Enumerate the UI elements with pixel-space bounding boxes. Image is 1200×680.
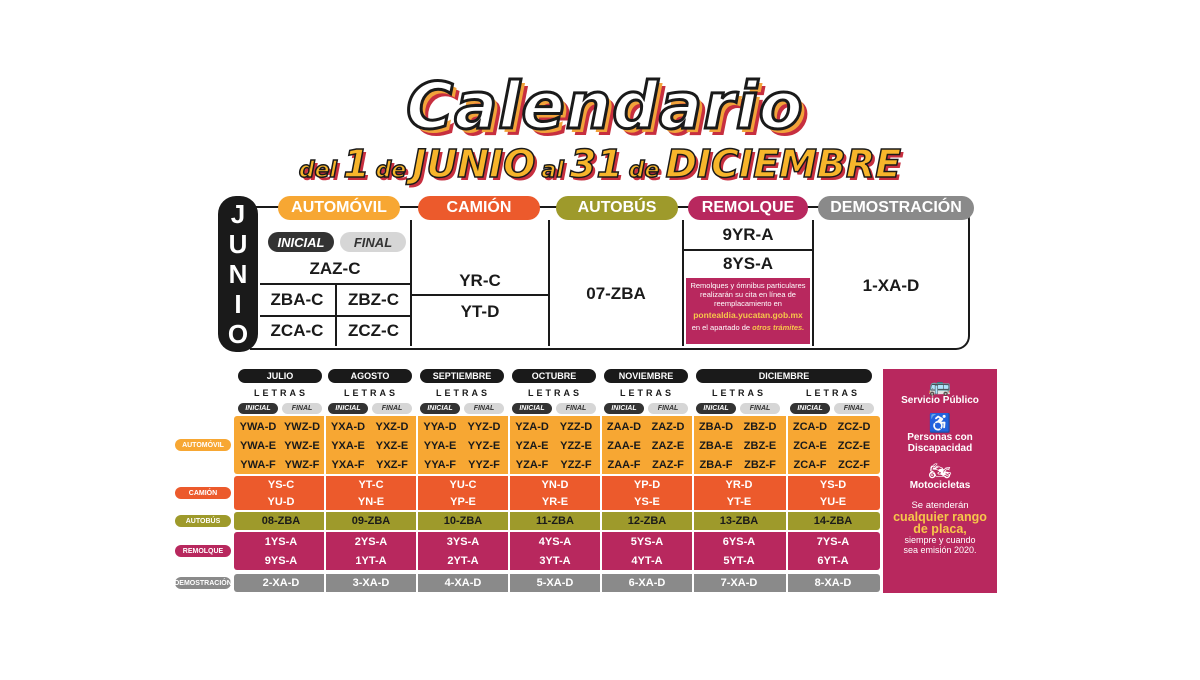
category-automovil: AUTOMÓVIL [278, 196, 400, 220]
motorcycle-icon: 🏍 [928, 461, 952, 481]
automovil-cell: ZCA-E [793, 439, 827, 452]
automovil-cell: ZCZ-D [837, 420, 871, 433]
automovil-cell: YXA-F [331, 458, 365, 471]
remolque-cell: 2YS-A [354, 535, 388, 548]
letras-label: LETRAS [528, 388, 582, 398]
automovil-cell: ZBA-F [699, 458, 733, 471]
camion-cell: YN-E [357, 496, 385, 508]
automovil-cell: YWZ-F [284, 458, 320, 471]
wheelchair-icon: ♿ [928, 413, 952, 433]
month-header: JULIO [238, 369, 322, 383]
automovil-cell: YXZ-F [376, 458, 408, 471]
june-remolque-cell: 9YR-A [722, 225, 774, 244]
camion-cell: YR-D [725, 479, 753, 491]
inicial-tag: INICIAL [328, 403, 368, 414]
inicial-tag: INICIAL [420, 403, 460, 414]
june-divider [412, 294, 548, 296]
camion-cell: YT-C [358, 479, 384, 491]
automovil-cell: YXZ-E [375, 439, 409, 452]
automovil-cell: ZAZ-F [652, 458, 684, 471]
row-label: AUTOMÓVIL [175, 439, 231, 451]
letras-label: LETRAS [620, 388, 674, 398]
letras-label: LETRAS [436, 388, 490, 398]
automovil-cell: ZAA-F [607, 458, 641, 471]
month-header: SEPTIEMBRE [420, 369, 504, 383]
subtitle-day-end: 31 [569, 142, 623, 186]
automovil-cell: ZCA-D [792, 420, 828, 433]
sidebar-note-pre: Se atenderán [911, 500, 969, 511]
remolque-cell: 5YT-A [723, 554, 755, 567]
june-letter: J [230, 199, 246, 229]
automovil-cell: YYZ-F [468, 458, 500, 471]
automovil-cell: ZBZ-D [743, 420, 777, 433]
camion-cell: YR-E [541, 496, 569, 508]
camion-cell: YP-E [450, 496, 476, 508]
inicial-tag: INICIAL [604, 403, 644, 414]
automovil-cell: ZCZ-E [837, 439, 871, 452]
june-autobus-cell: 07-ZBA [586, 284, 646, 303]
category-camion: CAMIÓN [418, 196, 540, 220]
row-label: CAMIÓN [175, 487, 231, 499]
june-automovil-cell: ZCZ-C [348, 321, 399, 340]
remolque-cell: 5YS-A [630, 535, 664, 548]
page-title: Calendario [406, 70, 804, 144]
category-remolque: REMOLQUE [688, 196, 808, 220]
remolque-cell: 3YS-A [446, 535, 480, 548]
remolque-cell: 9YS-A [264, 554, 298, 567]
subtitle-al: al [541, 158, 564, 183]
camion-cell: YT-E [726, 496, 752, 508]
month-header: OCTUBRE [512, 369, 596, 383]
autobus-cell: 11-ZBA [536, 515, 574, 527]
automovil-cell: YZA-E [515, 439, 549, 452]
subtitle-de-1: de [375, 158, 407, 183]
demostracion-cell: 4-XA-D [444, 577, 482, 589]
inicial-tag: INICIAL [696, 403, 736, 414]
automovil-cell: ZAZ-D [651, 420, 685, 433]
camion-cell: YU-D [267, 496, 295, 508]
automovil-cell: ZAZ-E [651, 439, 685, 452]
demostracion-cell: 2-XA-D [262, 577, 300, 589]
automovil-cell: ZBA-D [698, 420, 734, 433]
camion-cell: YU-C [449, 479, 477, 491]
automovil-cell: YWZ-E [284, 439, 320, 452]
letras-label: LETRAS [712, 388, 766, 398]
demostracion-cell: 6-XA-D [628, 577, 666, 589]
remolque-cell: 7YS-A [816, 535, 850, 548]
remolque-note-text: Remolques y ómnibus particulares realizarán su cita en línea de reemplacamiento en [690, 281, 806, 308]
camion-cell: YN-D [541, 479, 569, 491]
inicial-tag: INICIAL [238, 403, 278, 414]
remolque-note-url[interactable]: pontealdia.yucatan.gob.mx [693, 310, 803, 320]
automovil-cell: YZZ-F [560, 458, 592, 471]
june-automovil-top: ZAZ-C [309, 259, 361, 278]
autobus-cell: 10-ZBA [443, 515, 483, 527]
bus-icon: 🚌 [928, 376, 952, 396]
row-label: AUTOBÚS [175, 515, 231, 527]
automovil-cell: ZBZ-E [743, 439, 777, 452]
autobus-cell: 09-ZBA [351, 515, 391, 527]
camion-cell: YS-C [267, 479, 295, 491]
subtitle-del: del [298, 158, 338, 183]
autobus-cell: 13-ZBA [719, 515, 759, 527]
automovil-cell: YWZ-D [283, 420, 321, 433]
month-header: NOVIEMBRE [604, 369, 688, 383]
june-letter: N [228, 259, 248, 289]
autobus-cell: 14-ZBA [813, 515, 853, 527]
subtitle-de-2: de [628, 158, 660, 183]
month-header: AGOSTO [328, 369, 412, 383]
row-label: REMOLQUE [175, 545, 231, 557]
camion-cell: YP-D [633, 479, 661, 491]
remolque-cell: 4YS-A [538, 535, 572, 548]
automovil-cell: YZA-D [515, 420, 549, 433]
june-camion-cell: YT-D [460, 302, 500, 321]
category-autobus: AUTOBÚS [556, 196, 678, 220]
row-label: DEMOSTRACIÓN [175, 577, 231, 589]
final-tag: FINAL [372, 403, 412, 414]
final-tag: FINAL [648, 403, 688, 414]
letras-label: LETRAS [806, 388, 860, 398]
sidebar-item-label: Personas con Discapacidad [907, 432, 973, 454]
demostracion-cell: 8-XA-D [814, 577, 852, 589]
camion-cell: YS-D [819, 479, 847, 491]
final-tag: FINAL [282, 403, 322, 414]
subtitle-day-start: 1 [343, 142, 370, 186]
june-demostracion-cell: 1-XA-D [862, 276, 920, 295]
automovil-cell: YZA-F [515, 458, 549, 471]
subtitle-month-start: JUNIO [412, 142, 536, 186]
category-demostracion: DEMOSTRACIÓN [818, 196, 974, 220]
june-month-bar [218, 196, 258, 352]
automovil-cell: YZZ-E [560, 439, 592, 452]
inicial-tag: INICIAL [268, 232, 334, 252]
autobus-cell: 08-ZBA [261, 515, 301, 527]
camion-cell: YU-E [819, 496, 847, 508]
automovil-cell: YYA-D [423, 420, 457, 433]
final-tag: FINAL [834, 403, 874, 414]
final-tag: FINAL [740, 403, 780, 414]
remolque-cell: 6YS-A [722, 535, 756, 548]
june-letter: I [234, 289, 242, 319]
june-camion-cell: YR-C [459, 271, 501, 290]
remolque-cell: 2YT-A [447, 554, 479, 567]
automovil-cell: YWA-E [239, 439, 277, 452]
inicial-tag: INICIAL [790, 403, 830, 414]
automovil-cell: ZBZ-F [744, 458, 776, 471]
remolque-cell: 4YT-A [631, 554, 663, 567]
june-letter: U [228, 229, 248, 259]
sidebar-note-post: siempre y cuando sea emisión 2020. [903, 535, 977, 555]
final-tag: FINAL [556, 403, 596, 414]
automovil-cell: ZBA-E [699, 439, 733, 452]
remolque-cell: 6YT-A [817, 554, 849, 567]
subtitle-month-end: DICIEMBRE [665, 142, 902, 186]
letras-label: LETRAS [254, 388, 308, 398]
june-letter: O [227, 319, 249, 349]
automovil-cell: YWA-D [239, 420, 277, 433]
automovil-cell: YYA-F [424, 458, 456, 471]
automovil-cell: ZCZ-F [838, 458, 870, 471]
automovil-cell: YZZ-D [559, 420, 593, 433]
automovil-cell: ZAA-E [607, 439, 641, 452]
june-automovil-cell: ZBZ-C [348, 290, 399, 309]
month-header: DICIEMBRE [696, 369, 872, 383]
letras-label: LETRAS [344, 388, 398, 398]
page-subtitle [280, 142, 920, 184]
sidebar-note-highlight: cualquier rango de placa, [893, 510, 987, 536]
automovil-cell: YXA-E [331, 439, 365, 452]
sidebar-item-label: Motocicletas [909, 480, 971, 491]
remolque-note [686, 278, 810, 344]
demostracion-cell: 7-XA-D [720, 577, 758, 589]
remolque-note-tail [686, 323, 810, 332]
automovil-cell: YYZ-D [467, 420, 501, 433]
june-automovil-cell: ZBA-C [270, 290, 324, 309]
final-tag: FINAL [464, 403, 504, 414]
june-remolque-cell: 8YS-A [722, 254, 774, 273]
remolque-cell: 1YS-A [264, 535, 298, 548]
automovil-cell: YWA-F [240, 458, 276, 471]
camion-cell: YS-E [634, 496, 660, 508]
remolque-note-tail-prefix: en el apartado de [691, 323, 753, 332]
june-divider [684, 249, 812, 251]
automovil-cell: ZCA-F [793, 458, 827, 471]
automovil-cell: YXA-D [330, 420, 366, 433]
automovil-cell: ZAA-D [606, 420, 642, 433]
sidebar-item-label: Servicio Público [901, 395, 979, 406]
remolque-note-tail-italic: otros trámites. [752, 323, 805, 332]
inicial-tag: INICIAL [512, 403, 552, 414]
automovil-cell: YYA-E [423, 439, 457, 452]
remolque-cell: 3YT-A [539, 554, 571, 567]
demostracion-cell: 5-XA-D [536, 577, 574, 589]
automovil-cell: YXZ-D [375, 420, 409, 433]
sidebar-panel [883, 369, 997, 593]
final-tag: FINAL [340, 232, 406, 252]
automovil-cell: YYZ-E [467, 439, 501, 452]
remolque-cell: 1YT-A [355, 554, 387, 567]
june-automovil-cell: ZCA-C [270, 321, 324, 340]
autobus-cell: 12-ZBA [627, 515, 667, 527]
demostracion-cell: 3-XA-D [352, 577, 390, 589]
